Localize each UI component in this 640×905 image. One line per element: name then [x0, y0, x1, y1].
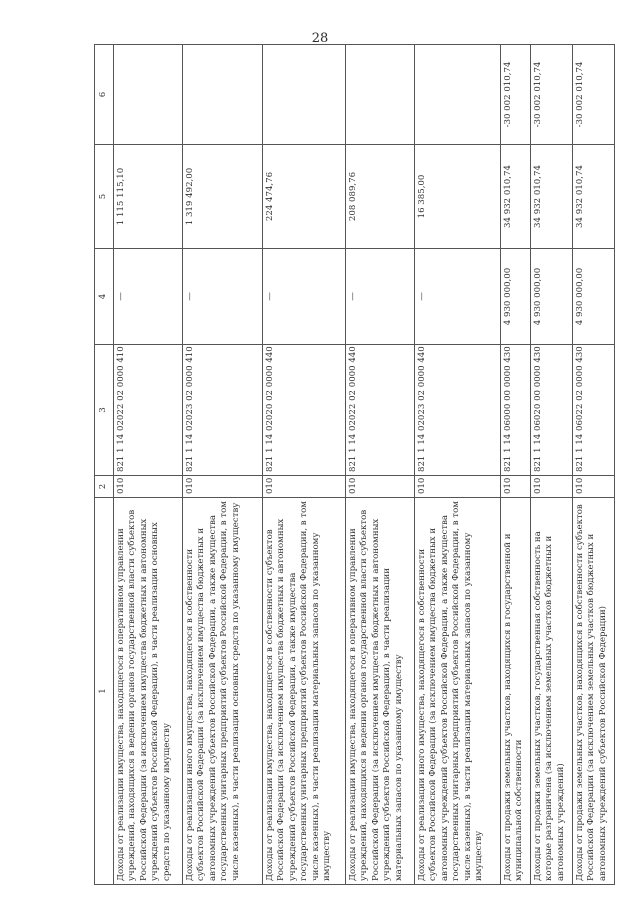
column-header: 4 [95, 249, 114, 345]
unexecuted-amount [263, 45, 346, 145]
income-description: Доходы от реализации иного имущества, находящегося в собственности субъектов Российской Федерации (за исключением имущества бюджетных и автономных учреждений субъектов Российской Федерации, а также имущества государственных унитарных предприятий субъектов Российской Федерации, в том числе казенных), в части реализации основных средств по указанному имуществу [183, 498, 263, 885]
budget-classification-code: 821 1 14 06000 00 0000 430 [501, 345, 531, 476]
income-description: Доходы от реализации иного имущества, находящегося в собственности субъектов Российской Федерации (за исключением имущества бюджетных и автономных учреждений субъектов Российской Федерации, а также имущества государственных унитарных предприятий субъектов Российской Федерации, в том числе казенных), в части реализации материальных запасов по указанному имуществу [415, 498, 501, 885]
column-header: 1 [95, 498, 114, 885]
executed-amount: 34 932 010,74 [573, 145, 615, 249]
admin-code: 010 [114, 476, 183, 498]
budget-classification-code: 821 1 14 06022 02 0000 430 [573, 345, 615, 476]
executed-amount: 34 932 010,74 [531, 145, 573, 249]
page-number: 28 [311, 31, 329, 46]
admin-code: 010 [573, 476, 615, 498]
approved-amount: — [346, 249, 415, 345]
approved-amount: 4 930 000,00 [501, 249, 531, 345]
unexecuted-amount [346, 45, 415, 145]
approved-amount: — [183, 249, 263, 345]
income-description: Доходы от продажи земельных участков, находящихся в государственной и муниципальной собственности [501, 498, 531, 885]
approved-amount: — [415, 249, 501, 345]
table-row [263, 45, 346, 885]
table-row [183, 45, 263, 885]
executed-amount: 34 932 010,74 [501, 145, 531, 249]
unexecuted-amount [183, 45, 263, 145]
column-header: 5 [95, 145, 114, 249]
table-row [415, 45, 501, 885]
approved-amount: 4 930 000,00 [573, 249, 615, 345]
admin-code: 010 [183, 476, 263, 498]
budget-classification-code: 821 1 14 02023 02 0000 440 [415, 345, 501, 476]
income-description: Доходы от продажи земельных участков, находящихся в собственности субъектов Российской Федерации (за исключением земельных участков бюджетных и автономных учреждений субъектов Российской Федерации) [573, 498, 615, 885]
table-row [573, 45, 615, 885]
column-header: 3 [95, 345, 114, 476]
unexecuted-amount [415, 45, 501, 145]
budget-classification-code: 821 1 14 02022 02 0000 440 [346, 345, 415, 476]
approved-amount: 4 930 000,00 [531, 249, 573, 345]
executed-amount: 16 385,00 [415, 145, 501, 249]
admin-code: 010 [263, 476, 346, 498]
revenue-table [94, 44, 615, 885]
table-header-row [95, 45, 114, 885]
executed-amount: 1 319 492,00 [183, 145, 263, 249]
executed-amount: 1 115 115,10 [114, 145, 183, 249]
unexecuted-amount [114, 45, 183, 145]
budget-classification-code: 821 1 14 02020 02 0000 440 [263, 345, 346, 476]
admin-code: 010 [531, 476, 573, 498]
admin-code: 010 [501, 476, 531, 498]
table-row [114, 45, 183, 885]
executed-amount: 224 474,76 [263, 145, 346, 249]
unexecuted-amount: -30 002 010,74 [501, 45, 531, 145]
table-row [346, 45, 415, 885]
table-row [531, 45, 573, 885]
approved-amount: — [263, 249, 346, 345]
rotated-table-container [94, 45, 614, 885]
income-description: Доходы от реализации имущества, находящегося в оперативном управлении учреждений, находящихся в ведении органов государственной власти субъектов Российской Федерации (за исключением имущества бюджетных и автономных учреждений субъектов Российской Федерации), в части реализации материальных запасов по указанному имуществу [346, 498, 415, 885]
unexecuted-amount: -30 002 010,74 [573, 45, 615, 145]
unexecuted-amount: -30 002 010,74 [531, 45, 573, 145]
income-description: Доходы от реализации имущества, находящегося в оперативном управлении учреждений, находящихся в ведении органов государственной власти субъектов Российской Федерации (за исключением имущества бюджетных и автономных учреждений субъектов Российской Федерации), в части реализации основных средств по указанному имуществу [114, 498, 183, 885]
budget-classification-code: 821 1 14 02023 02 0000 410 [183, 345, 263, 476]
column-header: 2 [95, 476, 114, 498]
column-header: 6 [95, 45, 114, 145]
table-row [501, 45, 531, 885]
admin-code: 010 [415, 476, 501, 498]
approved-amount: — [114, 249, 183, 345]
admin-code: 010 [346, 476, 415, 498]
budget-classification-code: 821 1 14 06020 00 0000 430 [531, 345, 573, 476]
executed-amount: 208 089,76 [346, 145, 415, 249]
budget-classification-code: 821 1 14 02022 02 0000 410 [114, 345, 183, 476]
income-description: Доходы от продажи земельных участков, государственная собственность на которые разграничена (за исключением земельных участков бюджетных и автономных учреждений) [531, 498, 573, 885]
income-description: Доходы от реализации имущества, находящегося в собственности субъектов Российской Федерации (за исключением имущества бюджетных и автономных учреждений субъектов Российской Федерации, а также имущества государственных унитарных предприятий субъектов Российской Федерации, в том числе казенных), в части реализации материальных запасов по указанному имуществу [263, 498, 346, 885]
